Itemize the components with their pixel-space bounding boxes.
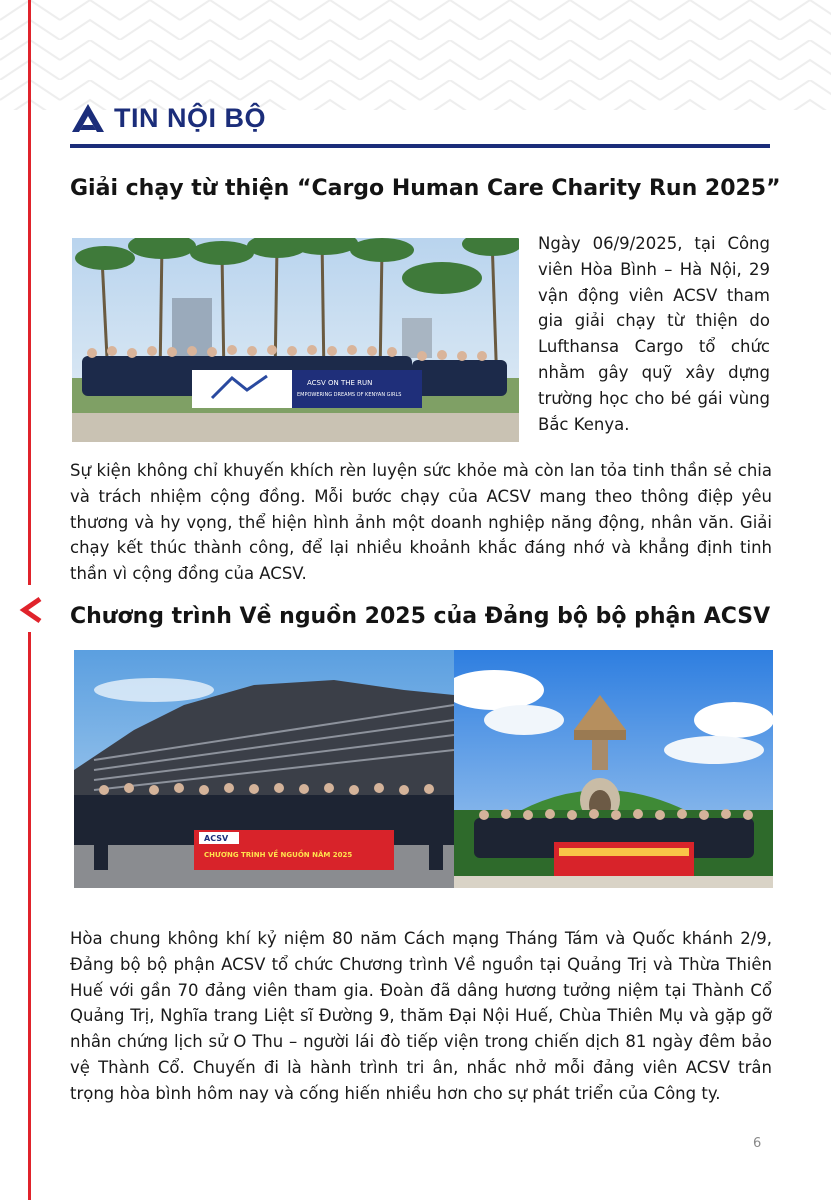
article1-title: Giải chạy từ thiện “Cargo Human Care Charity Run 2025”: [70, 176, 781, 201]
background-pattern: [0, 0, 831, 110]
banner-program-text: CHƯƠNG TRÌNH VỀ NGUỒN NĂM 2025: [204, 851, 353, 859]
chevron-left-icon: [18, 596, 44, 624]
article2-body-text: Hòa chung không khí kỷ niệm 80 năm Cách mạng Tháng Tám và Quốc khánh 2/9, Đảng bộ bộ phận ACSV tổ chức Chương trình Về nguồn tại Quảng Trị và Thừa Thiên Huế với gần 70 đảng viên tham gia. Đoàn đã dâng hương tưởng niệm tại Thành Cổ Quảng Trị, Nghĩa trang Liệt sĩ Đường 9, thăm Đại Nội Huế, Chùa Thiên Mụ và gặp gỡ nhân chứng lịch sử O Thu – người lái đò tiếp viện trong chiến dịch 81 ngày đêm bảo vệ Thành Cổ. Chuyến đi là hành trình tri ân, nhắc nhở mỗi đảng viên ACSV trân trọng hòa bình hôm nay và cống hiến nhiều hơn cho sự phát triển của Công ty.: [70, 929, 772, 1103]
banner-logo-text: ACSV: [204, 834, 229, 843]
article1-body-text: Sự kiện không chỉ khuyến khích rèn luyện sức khỏe mà còn lan tỏa tinh thần sẻ chia và trách nhiệm cộng đồng. Mỗi bước chạy của ACSV mang theo thông điệp yêu thương và hy vọng, thể hiện hình ảnh một doanh nghiệp năng động, nhân văn. Giải chạy kết thúc thành công, để lại nhiều khoảnh khắc đáng nhớ và khẳng định tinh thần vì cộng đồng của ACSV.: [70, 461, 772, 584]
airport-group-photo: [74, 650, 454, 888]
banner-headline: ACSV ON THE RUN: [307, 379, 373, 387]
banner-subheadline: EMPOWERING DREAMS OF KENYAN GIRLS: [297, 392, 402, 398]
section-title: TIN NỘI BỘ: [114, 102, 266, 133]
charity-run-group-photo: [72, 238, 519, 442]
article2-title: Chương trình Về nguồn 2025 của Đảng bộ bộ phận ACSV: [70, 604, 771, 629]
article1-intro-text: Ngày 06/9/2025, tại Công viên Hòa Bình – Hà Nội, 29 vận động viên ACSV tham gia giải chạy từ thiện do Lufthansa Cargo tổ chức nhằm gây quỹ xây dựng trường học cho bé gái vùng Bắc Kenya.: [538, 234, 770, 434]
company-logo-icon: [70, 102, 106, 134]
header-divider: [70, 144, 770, 148]
citadel-group-photo: [454, 650, 773, 888]
red-margin-line-bottom: [28, 632, 31, 1200]
red-margin-line-top: [28, 0, 31, 585]
section-header: [70, 98, 266, 138]
page-number: 6: [753, 1136, 762, 1151]
